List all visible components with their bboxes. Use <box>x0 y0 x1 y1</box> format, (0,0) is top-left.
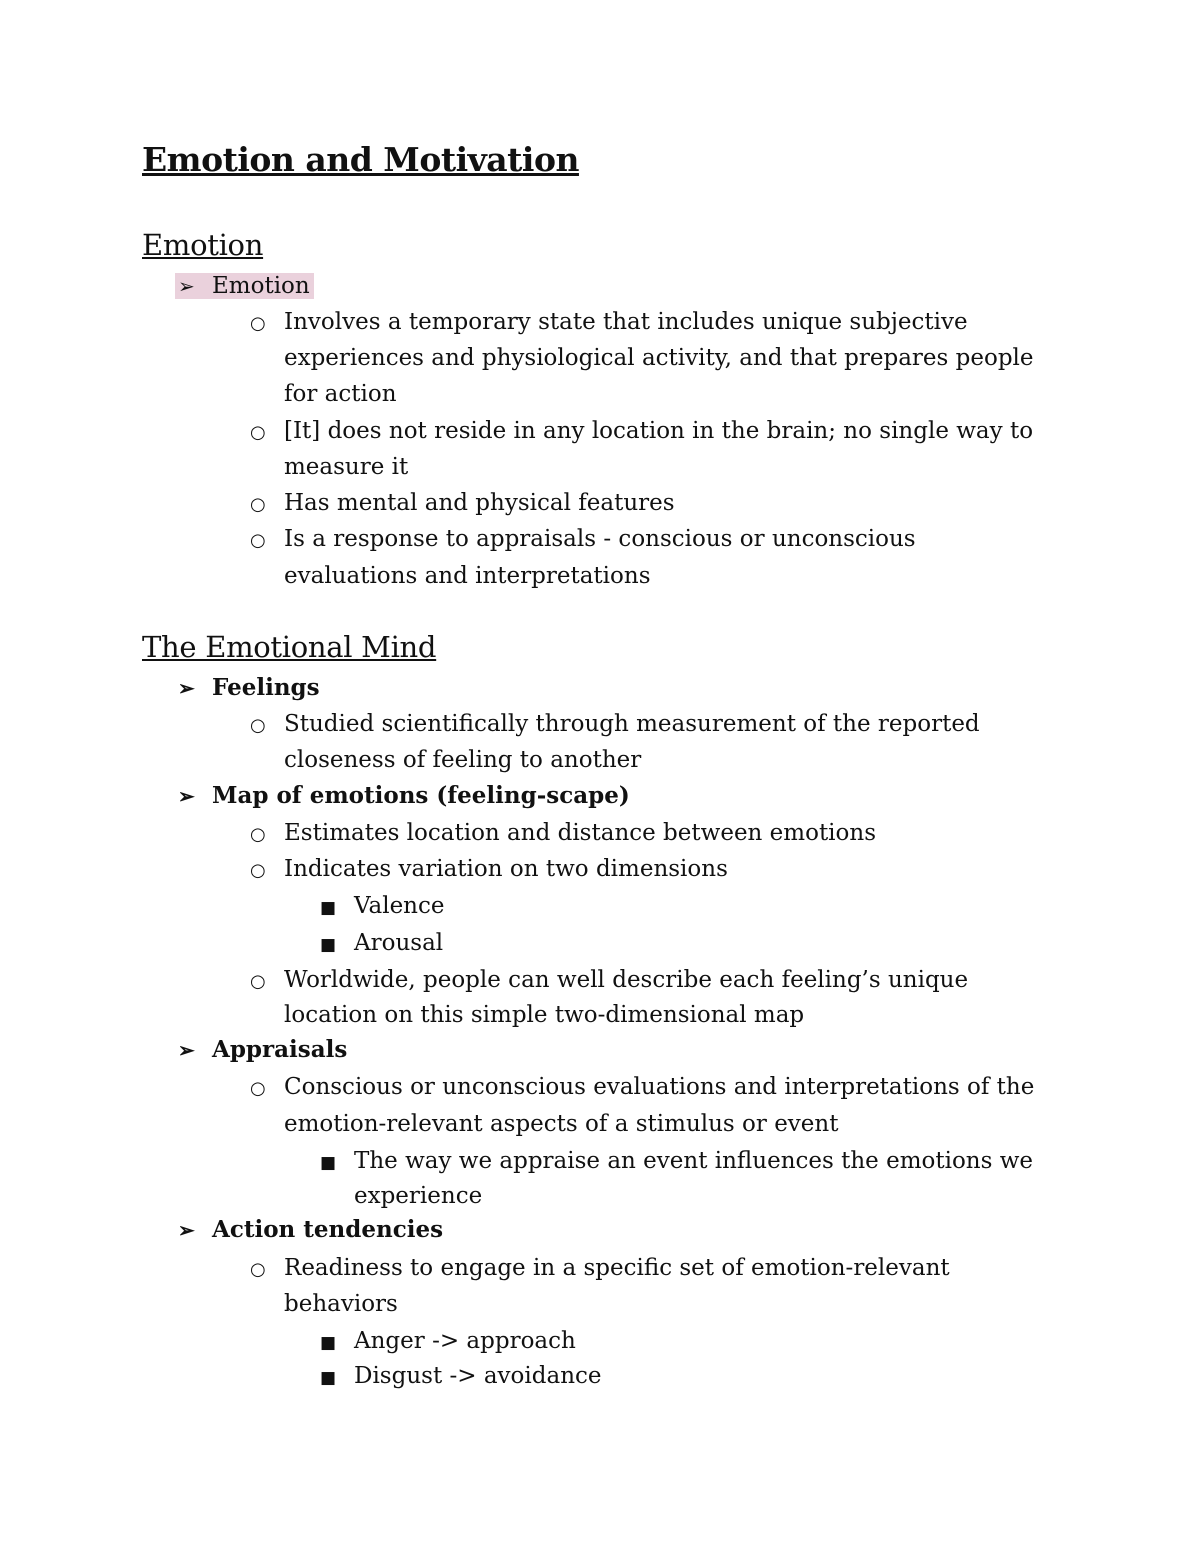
circle-bullet-icon: ○ <box>250 1259 266 1280</box>
section-heading-emotional-mind: The Emotional Mind <box>142 630 437 664</box>
list-item: ○ Indicates variation on two dimensions <box>250 851 728 889</box>
arrow-bullet-icon: ➢ <box>178 784 195 808</box>
circle-bullet-icon: ○ <box>250 971 266 992</box>
arrow-bullet-icon: ➢ <box>178 1218 195 1242</box>
list-item-continuation: location on this simple two-dimensional map <box>284 1002 805 1028</box>
list-item: ■ Anger -> approach <box>320 1323 576 1361</box>
square-bullet-icon: ■ <box>320 1153 337 1173</box>
square-bullet-icon: ■ <box>320 1368 337 1388</box>
list-item: ■ Disgust -> avoidance <box>320 1358 602 1396</box>
list-item: ■ Valence <box>320 888 444 926</box>
circle-bullet-icon: ○ <box>250 860 266 881</box>
arrow-bullet-icon: ➢ <box>178 676 195 700</box>
list-item: ■ The way we appraise an event influences the emotions we <box>320 1143 1033 1181</box>
list-item-continuation: emotion-relevant aspects of a stimulus or event <box>284 1111 839 1137</box>
circle-bullet-icon: ○ <box>250 1078 266 1099</box>
list-item-continuation: for action <box>284 381 397 407</box>
list-item-continuation: closeness of feeling to another <box>284 747 642 773</box>
bullet-emotion <box>178 268 314 304</box>
bullet-feelings: ➢ Feelings <box>178 670 320 706</box>
list-item: ○ Is a response to appraisals - conscious or unconscious <box>250 521 916 559</box>
list-item: ○ Conscious or unconscious evaluations and interpretations of the <box>250 1069 1034 1107</box>
square-bullet-icon: ■ <box>320 1333 337 1353</box>
circle-bullet-icon: ○ <box>250 715 266 736</box>
list-item: ○ Readiness to engage in a specific set of emotion-relevant <box>250 1250 950 1288</box>
list-item: ○ Estimates location and distance between emotions <box>250 815 876 853</box>
bullet-map-of-emotions: ➢ Map of emotions (feeling-scape) <box>178 778 630 814</box>
highlighted-item: ➢ Emotion <box>175 273 314 299</box>
list-item-continuation: experience <box>354 1183 483 1209</box>
bullet-action-tendencies: ➢ Action tendencies <box>178 1212 443 1248</box>
circle-bullet-icon: ○ <box>250 824 266 845</box>
list-item: ■ Arousal <box>320 925 443 963</box>
arrow-bullet-icon: ➢ <box>178 1038 195 1062</box>
list-item: ○ [It] does not reside in any location in the brain; no single way to <box>250 413 1033 451</box>
list-item-continuation: behaviors <box>284 1291 398 1317</box>
list-item: ○ Studied scientifically through measurement of the reported <box>250 706 980 744</box>
list-item-continuation: evaluations and interpretations <box>284 563 651 589</box>
list-item: ○ Involves a temporary state that includes unique subjective <box>250 304 968 342</box>
circle-bullet-icon: ○ <box>250 313 266 334</box>
document-title: Emotion and Motivation <box>142 140 579 179</box>
square-bullet-icon: ■ <box>320 898 337 918</box>
circle-bullet-icon: ○ <box>250 494 266 515</box>
circle-bullet-icon: ○ <box>250 530 266 551</box>
bullet-appraisals: ➢ Appraisals <box>178 1032 347 1068</box>
list-item-continuation: measure it <box>284 454 409 480</box>
list-item-continuation: experiences and physiological activity, and that prepares people <box>284 345 1034 371</box>
list-item: ○ Has mental and physical features <box>250 485 675 523</box>
square-bullet-icon: ■ <box>320 935 337 955</box>
section-heading-emotion: Emotion <box>142 228 264 262</box>
arrow-bullet-icon: ➢ <box>178 274 195 298</box>
circle-bullet-icon: ○ <box>250 422 266 443</box>
list-item: ○ Worldwide, people can well describe each feeling’s unique <box>250 962 968 1000</box>
